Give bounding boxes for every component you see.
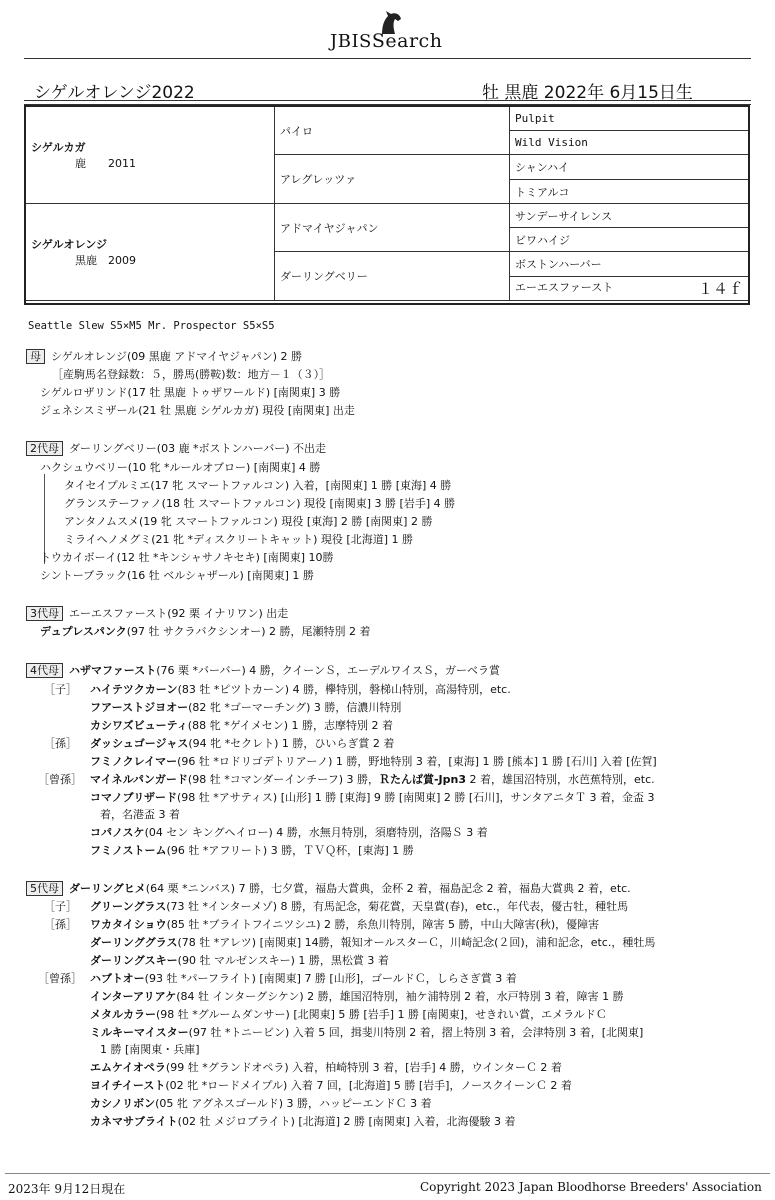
footer-date: 2023年 9月12日現在 xyxy=(8,1182,126,1196)
label-child-5: ［子］ xyxy=(44,900,77,913)
label-grandchild: ［孫］ xyxy=(44,737,77,750)
ped-g3-8-name[interactable]: エーエスファースト xyxy=(515,280,614,294)
dam-dam[interactable]: ダーリングベリー xyxy=(275,252,510,301)
distance-code: １４ｆ xyxy=(697,279,743,298)
section-5dam-row6[interactable]: インターアリアケ(84 牡 インターグシケン) 2 勝，雄国沼特別，袖ケ浦特別 2 着，水戸特別 3 着，障害 1 勝 xyxy=(90,990,624,1003)
title-double-rule xyxy=(24,100,751,105)
section-4dam-row7[interactable]: コマノブリザード(98 牡 *アサティス) [山形] 1 勝 [東海] 9 勝 [南関東] 2 勝 [石川]，サンタアニタＴ 3 着，金盃 3 xyxy=(90,791,655,804)
section-5dam-line1: 5代母 ダーリングヒメ(64 栗 *ニンバス) 7 勝，七夕賞，福島大賞典，金杯 2 着，福島記念 2 着，福島大賞典 2 着，etc. xyxy=(26,880,631,896)
ped-g3-6[interactable]: ビワハイジ xyxy=(510,228,749,252)
section-tag-2dam: 2代母 xyxy=(26,441,63,456)
section-4dam-row4[interactable]: ダッシュゴージャス(94 牝 *セクレト) 1 勝，ひいらぎ賞 2 着 xyxy=(90,737,395,750)
section-5dam-row11[interactable]: カシノリボン(05 牝 アグネスゴールド) 3 勝，ハッピーエンドＣ 3 着 xyxy=(90,1097,432,1110)
section-dam-line4[interactable]: ジェネシスミザール(21 牡 黒鹿 シゲルカガ) 現役 [南関東] 出走 xyxy=(40,404,355,417)
dam-sire[interactable]: アドマイヤジャパン xyxy=(275,204,510,252)
section-4dam-row3[interactable]: カシワズビューティ(88 牝 *ゲイメセン) 1 勝，志摩特別 2 着 xyxy=(90,719,393,732)
header-rule xyxy=(24,58,751,59)
section-2dam-line6[interactable]: ミライヘノメグミ(21 牝 *ディスクリートキャット) 現役 [北海道] 1 勝 xyxy=(64,533,413,546)
sire-dam[interactable]: アレグレッツァ xyxy=(275,155,510,204)
section-5dam-row7[interactable]: メタルカラー(98 牡 *グルームダンサー) [北関東] 5 勝 [岩手] 1 勝 [南関東]，せきれい賞，エメラルドＣ xyxy=(90,1008,607,1021)
section-dam-line2: ［産駒馬名登録数：５，勝馬(勝鞍)数：地方－１（３）］ xyxy=(52,368,331,381)
pedigree-table xyxy=(25,106,749,301)
section-tag-3dam: 3代母 xyxy=(26,606,63,621)
dam-name[interactable]: シゲルオレンジ xyxy=(31,238,108,251)
section-2dam-line1: 2代母 ダーリングベリー(03 鹿 *ボストンハーバー) 不出走 xyxy=(26,440,326,456)
inbreeding-info: Seattle Slew S5×M5 Mr. Prospector S5×S5 xyxy=(28,320,275,332)
section-5dam-row3[interactable]: ダーリンググラス(78 牡 *アレツ) [南関東] 14勝，報知オールスターＣ，川崎記念(２回)，浦和記念，etc.，種牡馬 xyxy=(90,936,656,949)
section-4dam-line1: 4代母 ハザマファースト(76 栗 *バーバー) 4 勝，クイーンＳ，エーデルワイスＳ，ガーベラ賞 xyxy=(26,662,500,678)
ped-g3-2[interactable]: Wild Vision xyxy=(510,131,749,155)
logo-jbis: JBIS xyxy=(330,31,372,52)
label-great-grandchild: ［曾孫］ xyxy=(38,773,82,786)
section-5dam-row1[interactable]: グリーングラス(73 牡 *インターメゾ) 8 勝，有馬記念，菊花賞，天皇賞(春)，etc.，年代表，優古牡，種牡馬 xyxy=(90,900,629,913)
section-dam-line1: 母 シゲルオレンジ(09 黒鹿 アドマイヤジャパン) 2 勝 xyxy=(26,348,302,364)
section-4dam-row2[interactable]: フアーストジヨオー(82 牝 *ゴーマーチング) 3 勝，信濃川特別 xyxy=(90,701,402,714)
section-tag-4dam: 4代母 xyxy=(26,663,63,678)
section-3dam-line1: 3代母 エーエスファースト(92 栗 イナリワン) 出走 xyxy=(26,605,288,621)
section-4dam-row5[interactable]: フミノクレイマー(96 牡 *ロドリゴデトリアーノ) 1 勝，野地特別 3 着，[東海] 1 勝 [熊本] 1 勝 [石川] 入着 [佐賀] xyxy=(90,755,657,768)
jbis-search-logo[interactable] xyxy=(330,8,460,54)
section-5dam-row5[interactable]: ハブトオー(93 牡 *パーフライト) [南関東] 7 勝 [山形]，ゴールドＣ，しらさぎ賞 3 着 xyxy=(90,972,517,985)
section-2dam-line7[interactable]: トウカイボーイ(12 牡 *キンシャサノキセキ) [南関東] 10勝 xyxy=(40,551,334,564)
section-tag-5dam: 5代母 xyxy=(26,881,63,896)
section-2dam-line5[interactable]: アンタノムスメ(19 牝 スマートファルコン) 現役 [東海] 2 勝 [南関東] 2 勝 xyxy=(64,515,433,528)
ped-g3-4[interactable]: トミアルコ xyxy=(510,180,749,204)
ped-g3-5[interactable]: サンデーサイレンス xyxy=(510,204,749,228)
ped-g3-7[interactable]: ボストンハーバー xyxy=(510,252,749,277)
label-great-grandchild-5: ［曾孫］ xyxy=(38,972,82,985)
dam-cell xyxy=(26,204,275,301)
section-3dam-line2[interactable]: デュプレスパンク(97 牡 サクラバクシンオー) 2 勝，尾瀬特別 2 着 xyxy=(40,625,371,638)
sire-name[interactable]: シゲルカガ xyxy=(31,141,86,154)
sire-info: 鹿 2011 xyxy=(75,157,136,170)
section-5dam-row10[interactable]: ヨイチイースト(02 牝 *ロードメイプル) 入着 7 回，[北海道] 5 勝 [岩手]，ノースクイーンＣ 2 着 xyxy=(90,1079,572,1092)
ped-g3-8[interactable] xyxy=(510,277,749,301)
section-4dam-row6[interactable]: マイネルパンガード(98 牡 *コマンダーインチーフ) 3 勝，Ｒたんば賞-Jpn3 2 着，雄国沼特別，水芭蕉特別，etc. xyxy=(90,773,655,786)
dam-info: 黒鹿 2009 xyxy=(75,254,136,267)
section-tag-dam: 母 xyxy=(26,349,45,364)
section-dam-line3[interactable]: シゲルロザリンド(17 牡 黒鹿 トゥザワールド) [南関東] 3 勝 xyxy=(40,386,341,399)
label-grandchild-5: ［孫］ xyxy=(44,918,77,931)
section-4dam-row7-cont: 着，名港盃 3 着 xyxy=(100,808,180,821)
section-2dam-line3[interactable]: タイセイプルミエ(17 牝 スマートファルコン) 入着，[南関東] 1 勝 [東海] 4 勝 xyxy=(64,479,452,492)
section-2dam-line2[interactable]: ハクシュウベリー(10 牝 *ルールオブロー) [南関東] 4 勝 xyxy=(40,461,321,474)
section-2dam-line8[interactable]: シントーブラック(16 牡 ベルシャザール) [南関東] 1 勝 xyxy=(40,569,314,582)
sire-sire[interactable]: パイロ xyxy=(275,107,510,155)
section-5dam-row8-cont: 1 勝 [南関東・兵庫] xyxy=(100,1043,200,1056)
ped-g3-1[interactable]: Pulpit xyxy=(510,107,749,131)
section-5dam-row4[interactable]: ダーリングスキー(90 牡 マルゼンスキー) 1 勝，黒松賞 3 着 xyxy=(90,954,389,967)
section-4dam-row9[interactable]: フミノストーム(96 牡 *アフリート) 3 勝，ＴＶＱ杯，[東海] 1 勝 xyxy=(90,844,414,857)
footer-rule xyxy=(5,1173,770,1174)
sire-cell xyxy=(26,107,275,204)
section-5dam-row2[interactable]: ワカタイショウ(85 牡 *ブライトフイニツシユ) 2 勝，糸魚川特別，障害 5 勝，中山大障害(秋)，優障害 xyxy=(90,918,600,931)
logo-search: Search xyxy=(371,30,443,52)
footer-copyright: Copyright 2023 Japan Bloodhorse Breeders' Association xyxy=(420,1180,762,1194)
section-2dam-line4[interactable]: グランステーファノ(18 牡 スマートファルコン) 現役 [南関東] 3 勝 [岩手] 4 勝 xyxy=(64,497,456,510)
label-child: ［子］ xyxy=(44,683,77,696)
ped-g3-3[interactable]: シャンハイ xyxy=(510,155,749,180)
section-5dam-row12[interactable]: カネマサブライト(02 牡 メジロブライト) [北海道] 2 勝 [南関東] 入着，北海優駿 3 着 xyxy=(90,1115,516,1128)
section-4dam-row1[interactable]: ハイテツクカーン(83 牡 *ピツトカーン) 4 勝，欅特別，磐梯山特別，高湯特別，etc. xyxy=(90,683,511,696)
page-title: シゲルオレンジ2022 xyxy=(34,83,195,103)
section-5dam-row9[interactable]: エムケイオペラ(99 牡 *グランドオペラ) 入着，柏崎特別 3 着，[岩手] 4 勝，ウインターＣ 2 着 xyxy=(90,1061,562,1074)
section-5dam-row8[interactable]: ミルキーマイスター(97 牡 *トニービン) 入着 5 回，揖斐川特別 2 着，摺上特別 3 着，会津特別 3 着，[北関東] xyxy=(90,1026,644,1039)
horse-profile: 牡 黒鹿 2022年 6月15日生 xyxy=(482,83,693,103)
section-4dam-row8[interactable]: コパノスケ(04 セン キングヘイロー) 4 勝，水無月特別，須磨特別，洛陽Ｓ 3 着 xyxy=(90,826,488,839)
